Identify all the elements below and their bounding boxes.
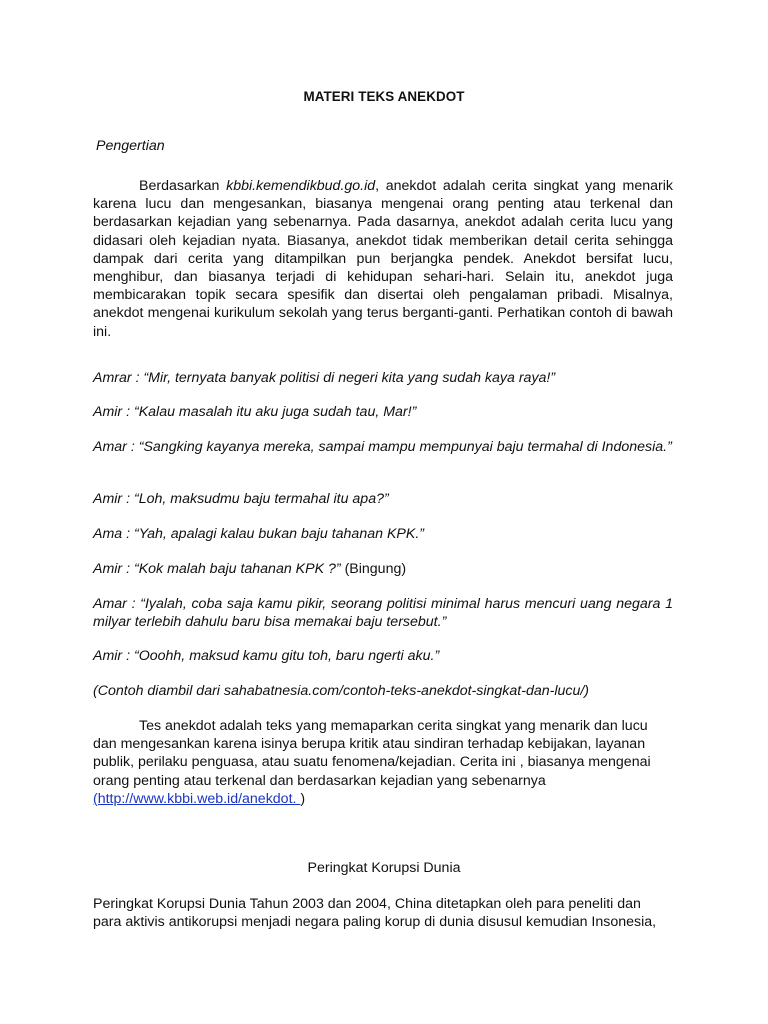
- example-source: (Contoh diambil dari sahabatnesia.com/contoh-teks-anekdot-singkat-dan-lucu/): [93, 683, 590, 699]
- subheading-korupsi: Peringkat Korupsi Dunia: [307, 860, 461, 876]
- dialogue-line-3: Amar : “Sangking kayanya mereka, sampai mampu mempunyai baju termahal di Indonesia.”: [93, 439, 672, 455]
- definition-closing: ): [300, 790, 306, 807]
- intro-lead: Berdasarkan: [139, 178, 227, 194]
- definition-paragraph: [93, 717, 673, 808]
- dialogue-line-6-text: Amir : “Kok malah baju tahanan KPK ?”: [93, 561, 341, 577]
- dialogue-line-1: Amrar : “Mir, ternyata banyak politisi di negeri kita yang sudah kaya raya!”: [93, 370, 556, 386]
- dialogue-note: (Bingung): [340, 561, 407, 577]
- intro-body: , anekdot adalah cerita singkat yang menarik karena lucu dan mengesankan, biasanya mengenai orang penting atau terkenal dan berdasarkan kejadian yang sebenarnya. Pada dasarnya, anekdot adalah cerita lucu yang didasari oleh kejadian nyata. Biasanya, anekdot tidak memberikan detail cerita sehingga dampak dari cerita yang ditampilkan pun berjangka pendek. Anekdot bersifat lucu, menghibur, dan biasanya terjadi di kehidupan sehari-hari. Selain itu, anekdot juga membicarakan topik secara spesifik dan disertai oleh pengalaman pribadi. Misalnya, anekdot mengenai kurikulum sekolah yang terus berganti-ganti. Perhatikan contoh di bawah ini.: [93, 178, 673, 340]
- dialogue-line-5: Ama : “Yah, apalagi kalau bukan baju tahanan KPK.”: [93, 526, 424, 542]
- korupsi-paragraph: Peringkat Korupsi Dunia Tahun 2003 dan 2004, China ditetapkan oleh para peneliti dan para aktivis antikorupsi menjadi negara paling korup di dunia disusul kemudian Insonesia,: [93, 896, 657, 931]
- intro-paragraph: [93, 177, 673, 341]
- section-label-pengertian: Pengertian: [96, 138, 165, 154]
- kbbi-link[interactable]: (http://www.kbbi.web.id/anekdot.: [93, 790, 301, 807]
- dialogue-line-4: Amir : “Loh, maksudmu baju termahal itu apa?”: [93, 491, 389, 507]
- dialogue-line-6: [93, 560, 673, 578]
- dialogue-line-7: Amar : “Iyalah, coba saja kamu pikir, seorang politisi minimal harus mencuri uang negara 1 milyar terlebih dahulu baru bisa memakai baju tersebut.”: [93, 596, 673, 631]
- document-title: MATERI TEKS ANEKDOT: [303, 89, 465, 104]
- dialogue-line-2: Amir : “Kalau masalah itu aku juga sudah tau, Mar!”: [93, 404, 417, 420]
- definition-body: Tes anekdot adalah teks yang memaparkan cerita singkat yang menarik dan lucu dan mengesankan karena isinya berupa kritik atau sindiran terhadap kebijakan, layanan publik, perilaku penguasa, atau suatu fenomena/kejadian. Cerita ini , biasanya mengenai orang penting atau terkenal dan berdasarkan kejadian yang sebenarnya: [93, 718, 651, 789]
- intro-source: kbbi.kemendikbud.go.id: [226, 178, 376, 194]
- dialogue-line-8: Amir : “Ooohh, maksud kamu gitu toh, baru ngerti aku.”: [93, 648, 440, 664]
